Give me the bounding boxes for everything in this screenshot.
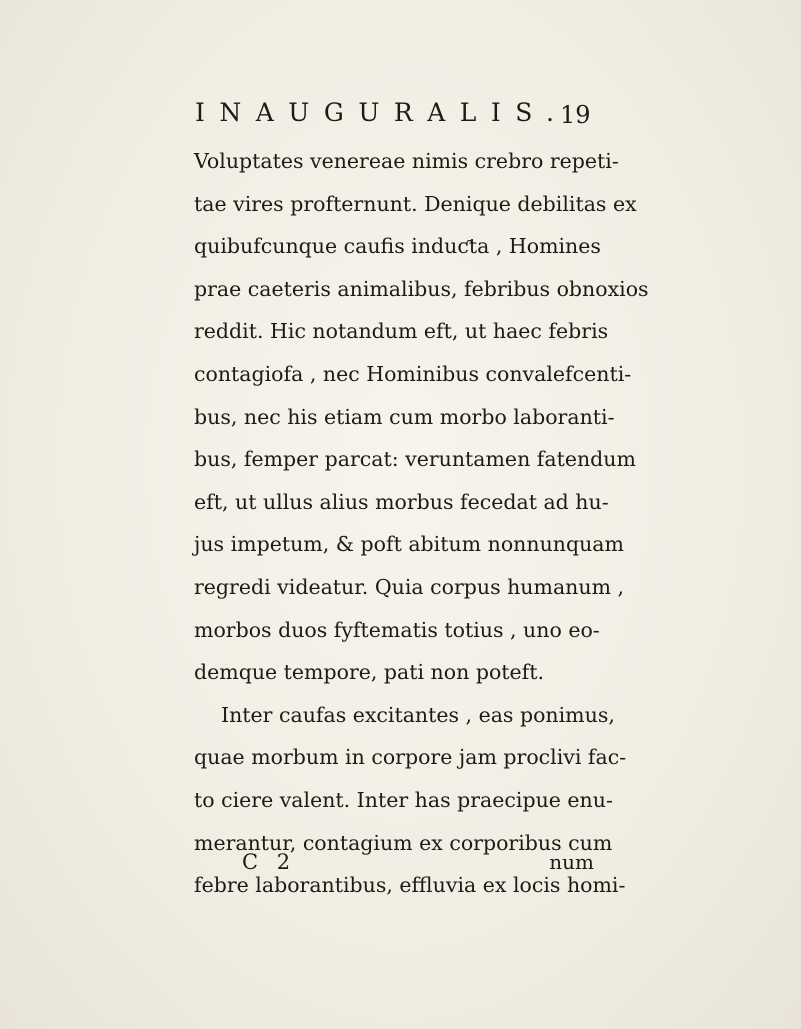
page-header (195, 98, 595, 138)
text-line: to ciere valent. Inter has praecipue enu- (194, 787, 613, 812)
text-line: febre laborantibus, effluvia ex locis homi- (194, 873, 626, 898)
text-line: Inter caufas excitantes , eas ponimus, (221, 702, 615, 727)
text-line: bus, nec his etiam cum morbo laboranti- (194, 404, 615, 429)
page-number: 19 (560, 101, 591, 129)
text-line: quibufcunque caufis induƈta , Homines (194, 234, 601, 259)
catchword: num (549, 850, 594, 874)
text-line: jus impetum, & poft abitum nonnunquam (194, 532, 624, 557)
running-title: INAUGURALIS. (195, 98, 569, 127)
text-line: tae vires profternunt. Denique debilitas ex (194, 191, 637, 216)
text-line: morbos duos fyftematis totius , uno eo- (194, 617, 600, 642)
text-line: Voluptates venereae nimis crebro repeti- (194, 149, 619, 173)
text-line: bus, femper parcat: veruntamen fatendum (194, 447, 636, 472)
text-line: merantur, contagium ex corporibus cum (194, 830, 613, 855)
text-line: prae caeteris animalibus, febribus obnoxios (194, 276, 649, 301)
signature-mark: C 2 (242, 850, 297, 874)
text-line: demque tempore, pati non poteft. (194, 660, 545, 685)
text-line: eft, ut ullus alius morbus fecedat ad hu- (194, 489, 609, 514)
text-line: regredi videatur. Quia corpus humanum , (194, 574, 625, 599)
body-text (194, 140, 649, 907)
page-footer (194, 850, 594, 884)
text-line: reddit. Hic notandum eft, ut haec febris (194, 319, 609, 344)
text-line: quae morbum in corpore jam proclivi fac- (194, 745, 627, 770)
text-line: contagiofa , nec Hominibus convalefcenti- (194, 361, 632, 386)
